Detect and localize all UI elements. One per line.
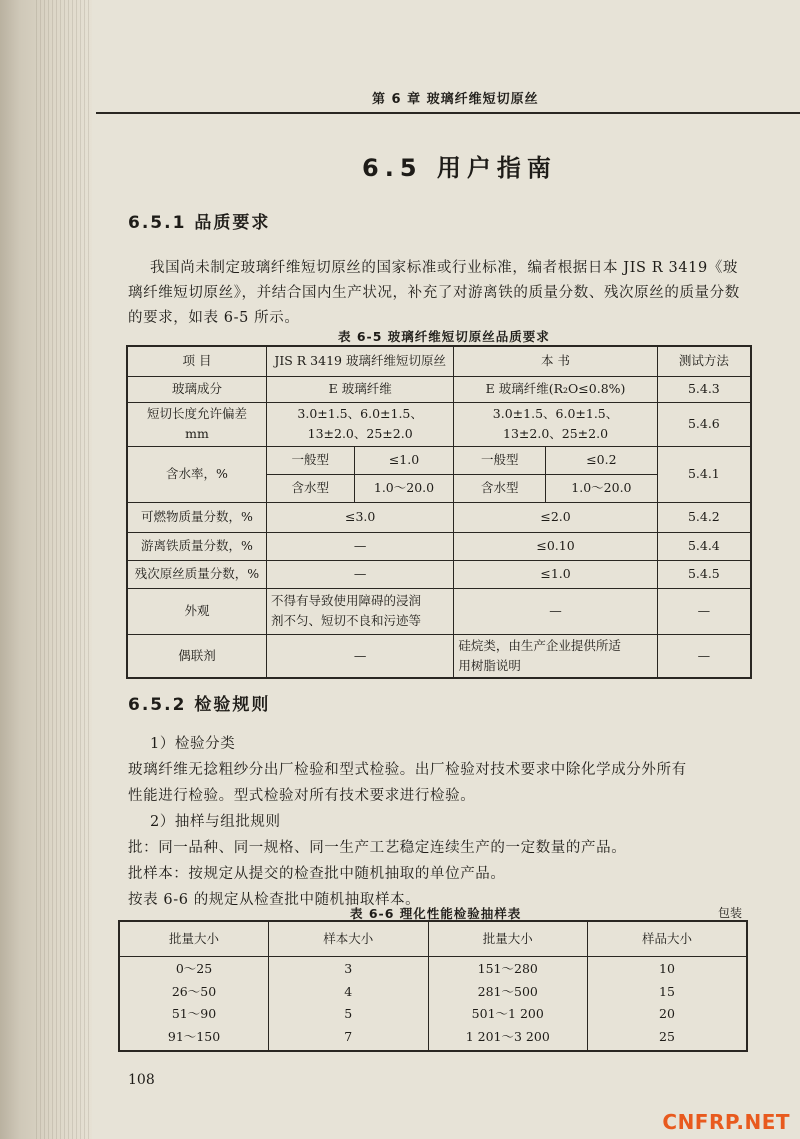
row-label: 玻璃成分 [127,376,266,402]
cell: 含水型 [454,474,546,502]
page-edges [36,0,92,1139]
text-line: 批：同一品种、同一规格、同一生产工艺稳定连续生产的一定数量的产品。 [128,840,627,856]
table-row [127,376,751,402]
table-row [119,957,747,981]
corner-note: 包装 [718,906,743,920]
cell: 含水型 [266,474,354,502]
cell-line: mm [185,426,209,441]
paragraph-line-3: 的要求，如表 6-5 所示。 [128,310,300,326]
table-row [127,532,751,560]
cell: 5 [269,1003,428,1025]
cell-line: 硅烷类，由生产企业提供所适 [458,637,621,653]
header-method: 测试方法 [657,346,751,376]
row-label: 偶联剂 [127,634,266,678]
cell: 91～150 [119,1025,269,1051]
site-watermark: CNFRP.NET [662,1110,790,1134]
table-header-row [127,346,751,376]
row-label [127,402,266,446]
section-title: 6.5 用户指南 [362,154,557,182]
row-label: 含水率，% [127,446,266,502]
row-label: 游离铁质量分数，% [127,532,266,560]
cell-line: 13±2.0、25±2.0 [503,426,609,441]
cell: — [454,588,657,634]
cell-line: 短切长度允许偏差 [146,406,247,421]
row-label: 残次原丝质量分数，% [127,560,266,588]
cell: E 玻璃纤维 [266,376,453,402]
cell: — [657,634,751,678]
text-line: 2）抽样与组批规则 [150,814,281,830]
header-item: 项 目 [127,346,266,376]
cell-line: 用树脂说明 [458,657,521,673]
cell-line: 剂不匀、短切不良和污迹等 [270,613,421,628]
cell: — [657,588,751,634]
header-cell: 样本大小 [269,921,428,957]
cell: — [266,560,453,588]
header-jis: JIS R 3419 玻璃纤维短切原丝 [266,346,453,376]
cell: 一般型 [266,446,354,474]
header-book: 本 书 [454,346,657,376]
cell: 5.4.3 [657,376,751,402]
table-caption-6-5: 表 6-5 玻璃纤维短切原丝品质要求 [338,329,550,344]
cell: 25 [588,1025,748,1051]
subsection-title-inspection: 6.5.2 检验规则 [128,695,271,715]
table-row [127,502,751,532]
cell: — [266,532,453,560]
cell: — [266,634,453,678]
sampling-header-row [119,921,747,957]
paragraph-line-1: 我国尚未制定玻璃纤维短切原丝的国家标准或行业标准，编者根据日本 JIS R 3419《玻 [150,260,739,276]
cell: 281～500 [428,981,588,1003]
table-row [119,981,747,1003]
cell: E 玻璃纤维(R₂O≤0.8%) [454,376,657,402]
header-cell: 样品大小 [588,921,748,957]
header-cell: 批量大小 [119,921,269,957]
cell: 151～280 [428,957,588,981]
table-row [127,402,751,446]
cell: 7 [269,1025,428,1051]
cell: 5.4.6 [657,402,751,446]
cell: 4 [269,981,428,1003]
paragraph-line-2: 璃纤维短切原丝》，并结合国内生产状况，补充了对游离铁的质量分数、残次原丝的质量分数 [128,285,740,301]
cell: 1.0～20.0 [546,474,658,502]
cell: 26～50 [119,981,269,1003]
cell-line: 13±2.0、25±2.0 [307,426,413,441]
text-line: 批样本：按规定从提交的检查批中随机抽取的单位产品。 [128,866,506,882]
cell: 5.4.5 [657,560,751,588]
table-caption-6-6: 表 6-6 理化性能检验抽样表 [350,906,522,921]
cell: ≤0.10 [454,532,657,560]
cell: 10 [588,957,748,981]
cell: ≤1.0 [454,560,657,588]
running-header: 第 6 章 玻璃纤维短切原丝 [372,92,539,107]
text-line: 1）检验分类 [150,736,236,752]
cell: 3 [269,957,428,981]
cell: 5.4.4 [657,532,751,560]
header-rule [96,112,800,114]
table-row [127,560,751,588]
cell: 5.4.2 [657,502,751,532]
cell: 1.0～20.0 [354,474,454,502]
cell [266,588,453,634]
subsection-title-quality: 6.5.1 品质要求 [128,213,271,233]
text-line: 性能进行检验。型式检验对所有技术要求进行检验。 [128,788,476,804]
text-line: 按表 6-6 的规定从检查批中随机抽取样本。 [128,892,421,908]
cell: 一般型 [454,446,546,474]
cell: 0～25 [119,957,269,981]
table-row [119,1025,747,1051]
header-cell: 批量大小 [428,921,588,957]
page-number: 108 [128,1072,155,1088]
table-row [119,1003,747,1025]
cell: 20 [588,1003,748,1025]
cell: 1 201～3 200 [428,1025,588,1051]
cell-line: 3.0±1.5、6.0±1.5、 [297,406,423,421]
sampling-table [118,920,748,1052]
row-label: 外观 [127,588,266,634]
cell: ≤3.0 [266,502,453,532]
cell: ≤0.2 [546,446,658,474]
cell-line: 3.0±1.5、6.0±1.5、 [492,406,619,421]
cell [266,402,453,446]
cell: ≤1.0 [354,446,454,474]
cell [454,402,657,446]
row-label: 可燃物质量分数，% [127,502,266,532]
text-line: 玻璃纤维无捻粗纱分出厂检验和型式检验。出厂检验对技术要求中除化学成分外所有 [128,762,687,778]
quality-requirements-table [126,345,752,679]
table-row [127,634,751,678]
cell: 5.4.1 [657,446,751,502]
table-row [127,588,751,634]
table-row [127,446,751,474]
cell: 51～90 [119,1003,269,1025]
cell: ≤2.0 [454,502,657,532]
cell-line: 不得有导致使用障碍的浸润 [270,593,421,608]
cell: 15 [588,981,748,1003]
cell: 501～1 200 [428,1003,588,1025]
cell [454,634,657,678]
